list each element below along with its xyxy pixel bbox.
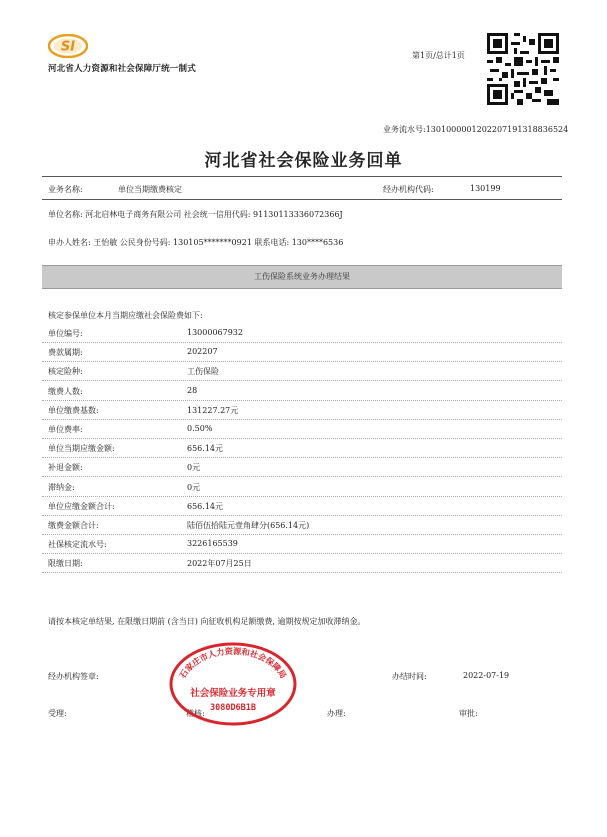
row-divider (42, 438, 562, 439)
agency-code-label: 经办机构代码: (383, 185, 434, 194)
field-label: 补退金额: (48, 463, 83, 473)
agency-code-value: 130199 (470, 184, 501, 193)
qr-code-icon[interactable] (487, 33, 559, 105)
accept-label: 受理: (48, 709, 67, 718)
field-value: 656.14元 (187, 444, 223, 454)
issuer-name: 河北省人力资源和社会保障厅统一制式 (48, 64, 196, 74)
row-divider (42, 380, 562, 381)
row-divider (42, 419, 562, 420)
field-label: 费款属期: (48, 348, 83, 358)
field-value: 0.50% (187, 424, 213, 433)
serial-value: 130100000120220719131883652​4 (425, 125, 569, 134)
field-label: 单位应缴金额合计: (48, 501, 115, 511)
page-info: 第1页/总计1页 (412, 51, 465, 60)
business-name-label: 业务名称: (48, 185, 83, 194)
agency-sign-label: 经办机构签章: (48, 672, 99, 681)
field-label: 单位缴费基数: (48, 405, 99, 415)
row-divider (42, 515, 562, 516)
field-value: 13000067932 (187, 328, 243, 337)
field-value: 0元 (187, 463, 201, 473)
social-insurance-logo-icon (48, 34, 88, 58)
field-value: 656.14元 (187, 501, 223, 511)
intro-text: 核定参保单位本月当期应缴社会保险费如下: (48, 311, 203, 320)
business-name-value: 单位当期缴费核定 (118, 185, 182, 194)
applicant-info: 申办人姓名: 王怡敏 公民身份号码: 130105*******0921 联系电话: 130****6536 (48, 238, 344, 247)
field-label: 缴费人数: (48, 386, 83, 396)
handle-label: 办理: (327, 709, 346, 718)
field-value: 202207 (187, 347, 218, 357)
row-divider (42, 534, 562, 535)
row-divider (42, 476, 562, 477)
field-label: 缴费金额合计: (48, 521, 99, 530)
field-label: 单位编号: (48, 329, 83, 338)
row-divider (42, 400, 562, 401)
divider (42, 199, 562, 200)
notice-text: 请按本核定单结果, 在限缴日期前 (含当日) 向征收机构足额缴费, 逾期按规定加收滞纳金。 (48, 617, 366, 626)
field-label: 滞纳金: (48, 482, 75, 492)
field-label: 社保核定流水号: (48, 540, 107, 550)
field-value: 0元 (187, 482, 201, 492)
field-value: 陆佰伍拾陆元壹角肆分(656.14元) (187, 521, 310, 530)
svg-text:石家庄市人力资源和社会保障局: 石家庄市人力资源和社会保障局 (177, 645, 289, 680)
field-value: 工伤保险 (187, 367, 219, 377)
divider (42, 176, 562, 177)
field-value: 28 (187, 385, 198, 395)
field-label: 单位费率: (48, 425, 83, 434)
field-label: 单位当期应缴金额: (48, 444, 115, 454)
field-value: 3226165539 (187, 539, 238, 549)
row-divider (42, 572, 562, 573)
svg-text:3080D6B1B: 3080D6B1B (209, 703, 257, 713)
svg-text:社会保险业务专用章: 社会保险业务专用章 (190, 688, 276, 699)
official-seal-icon (168, 642, 298, 726)
section-header (42, 265, 562, 289)
row-divider (42, 342, 562, 343)
section-title: 工伤保险系统业务办理结果 (254, 272, 350, 281)
row-divider (42, 553, 562, 554)
serial-number (383, 124, 568, 135)
field-value: 2022年07月25日 (187, 559, 252, 569)
audit-label: 审批: (459, 709, 478, 718)
completion-date-label: 办结时间: (392, 672, 427, 681)
document-title: 河北省社会保险业务回单 (204, 151, 403, 171)
svg-text:SI: SI (60, 39, 76, 55)
completion-date-value: 2022-07-19 (463, 671, 510, 680)
field-label: 限缴日期: (48, 559, 83, 569)
row-divider (42, 361, 562, 362)
row-divider (42, 496, 562, 497)
serial-label: 业务流水号: (383, 125, 426, 134)
review-label: 稽核: (186, 709, 205, 718)
unit-info: 单位名称: 河北启林电子商务有限公司 社会统一信用代码: 91130113336072366J (48, 210, 343, 219)
field-label: 核定险种: (48, 367, 83, 377)
field-value: 131227.27元 (187, 405, 239, 415)
row-divider (42, 457, 562, 458)
